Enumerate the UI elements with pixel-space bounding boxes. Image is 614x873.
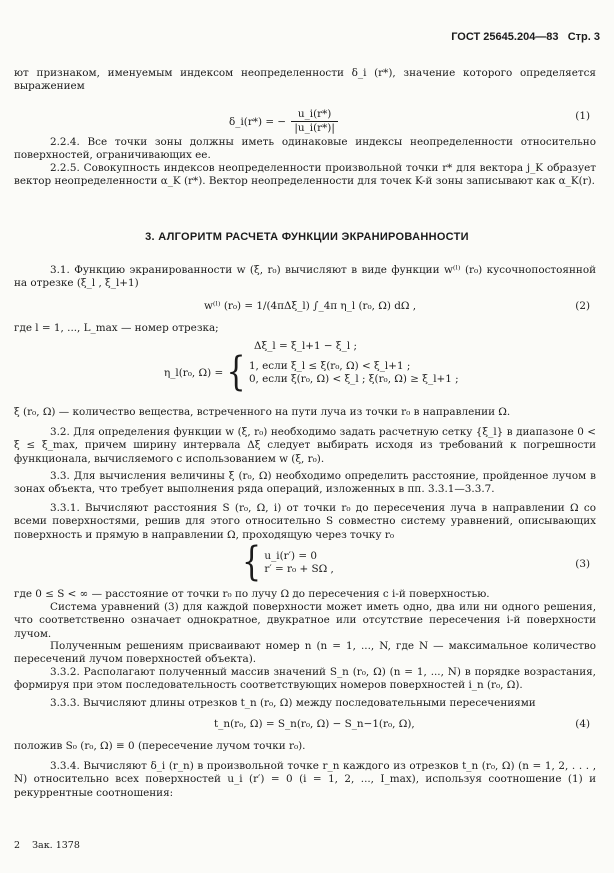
paragraph-3-3-2: 3.3.2. Располагают полученный массив значений S_n (r₀, Ω) (n = 1, ..., N) в порядке возрастания, формируя при этом последовательность соответствующих номеров поверхностей i_n (r₀, Ω).	[14, 666, 596, 692]
formula-4-body: t_n(r₀, Ω) = S_n(r₀, Ω) − S_n−1(r₀, Ω),	[214, 718, 415, 730]
formula-3-line-2: r′ = r₀ + SΩ ,	[264, 563, 334, 575]
page-header	[451, 30, 600, 44]
paragraph-3-3-3: 3.3.3. Вычисляют длины отрезков t_n (r₀, Ω) между последовательными пересечениями	[50, 697, 536, 709]
paragraph-3-2: 3.2. Для определения функции w (ξ, r₀) необходимо задать расчетную сетку {ξ_l} в диапазоне 0 < ξ ≤ ξ_max, причем ширину интервала Δξ следует выбирать исходя из требований к погрешности функционала, вычисляемого с использованием w (ξ, r₀).	[14, 426, 596, 465]
section-title: 3. АЛГОРИТМ РАСЧЕТА ФУНКЦИИ ЭКРАНИРОВАННОСТИ	[145, 231, 469, 243]
paragraph-3-1: 3.1. Функцию экранированности w (ξ, r₀) вычисляют в виде функции w⁽ˡ⁾ (r₀) кусочнопостоянной на отрезке (ξ_l , ξ_l+1)	[14, 264, 596, 290]
formula-3-number: (3)	[575, 558, 590, 570]
page-footer	[14, 840, 80, 852]
paragraph-2-2-4: 2.2.4. Все точки зоны должны иметь одинаковые индексы неопределенности относительно поверхностей, ограничивающих ее.	[14, 136, 596, 162]
formula-1-denominator: |u_i(r*)|	[294, 122, 335, 135]
definition-s0: положив S₀ (r₀, Ω) ≡ 0 (пересечение лучом точки r₀).	[14, 740, 306, 752]
standard-code: ГОСТ 25645.204—83	[451, 31, 559, 43]
formula-1-fraction	[291, 108, 337, 136]
formula-eta-cases	[249, 360, 459, 387]
left-brace-symbol: {	[226, 348, 246, 396]
formula-3-system	[264, 550, 333, 577]
formula-eta-case-1: 1, если ξ_l ≤ ξ(r₀, Ω) < ξ_l+1 ;	[248, 359, 411, 372]
definition-l: где l = 1, ..., L_max — номер отрезка;	[14, 322, 219, 334]
formula-2	[14, 298, 596, 322]
paragraph-3-3-4: 3.3.4. Вычисляют δ_i (r_n) в произвольной точке r_n каждого из отрезков t_n (r₀, Ω) (n = 1, 2, . . . , N) относительно всех поверхностей u_i (r′) = 0 (i = 1, 2, ..., I_max), используя соотношение (1) и рекуррентные соотношения:	[14, 760, 596, 799]
definition-xi: ξ (r₀, Ω) — количество вещества, встреченного на пути луча из точки r₀ в направлении Ω.	[14, 406, 511, 418]
definition-s: где 0 ≤ S < ∞ — расстояние от точки r₀ по лучу Ω до пересечения с i-й поверхностью.	[14, 588, 490, 600]
formula-3	[14, 538, 596, 588]
page-number-label: Стр. 3	[567, 31, 600, 43]
paragraph-solutions: Полученным решениям присваивают номер n (n = 1, ..., N, где N — максимальное количество пересечений лучом поверхностей объекта).	[14, 640, 596, 666]
left-brace-symbol: {	[242, 538, 262, 586]
paragraph-2-2-5: 2.2.5. Совокупность индексов неопределенности произвольной точки r* для вектора j_K образует вектор неопределенности α_K (r*). Вектор неопределенности для точек K-й зоны записывают как α_K(r).	[14, 162, 596, 188]
formula-delta-xi-body: Δξ_l = ξ_l+1 − ξ_l ;	[254, 340, 357, 352]
formula-2-body: w⁽ˡ⁾ (r₀) = 1/(4πΔξ_l) ∫_4π η_l (r₀, Ω) dΩ ,	[204, 300, 417, 312]
paragraph-system: Система уравнений (3) для каждой поверхности может иметь одно, два или ни одного решения, что соответственно означает однократное, двукратное или отсутствие пересечения i-й поверхности лучом.	[14, 601, 596, 640]
formula-3-line-1: u_i(r′) = 0	[264, 549, 317, 562]
intro-paragraph: ют признаком, именуемым индексом неопределенности δ_i (r*), значение которого определяется выражением	[14, 67, 596, 93]
footer-order-number: Зак. 1378	[32, 840, 80, 851]
paragraph-3-3: 3.3. Для вычисления величины ξ (r₀, Ω) необходимо определить расстояние, пройденное лучом в зонах объекта, что требует выполнения ряда операций, изложенных в пп. 3.3.1—3.3.7.	[14, 470, 596, 496]
formula-2-number: (2)	[575, 300, 590, 312]
formula-eta-case-2: 0, если ξ(r₀, Ω) < ξ_l ; ξ(r₀, Ω) ≥ ξ_l+1 ;	[248, 373, 459, 385]
formula-delta-xi	[14, 340, 596, 358]
formula-4-number: (4)	[575, 718, 590, 730]
formula-1-number: (1)	[575, 110, 590, 122]
formula-4	[14, 716, 596, 736]
paragraph-3-3-1: 3.3.1. Вычисляют расстояния S (r₀, Ω, i) от точки r₀ до пересечения луча в направлении Ω со всеми поверхностями, решив для этого относительно S совместно систему уравнений, описывающих поверхность и прямую в направлении Ω, проходящую через точку r₀	[14, 502, 596, 541]
formula-eta-lhs: η_l(r₀, Ω) =	[164, 367, 224, 379]
formula-eta	[14, 348, 596, 402]
footer-page-number: 2	[14, 840, 21, 851]
formula-1-lhs: δ_i(r*) = −	[229, 115, 287, 128]
formula-1	[14, 100, 596, 134]
formula-1-numerator: u_i(r*)	[291, 108, 337, 122]
